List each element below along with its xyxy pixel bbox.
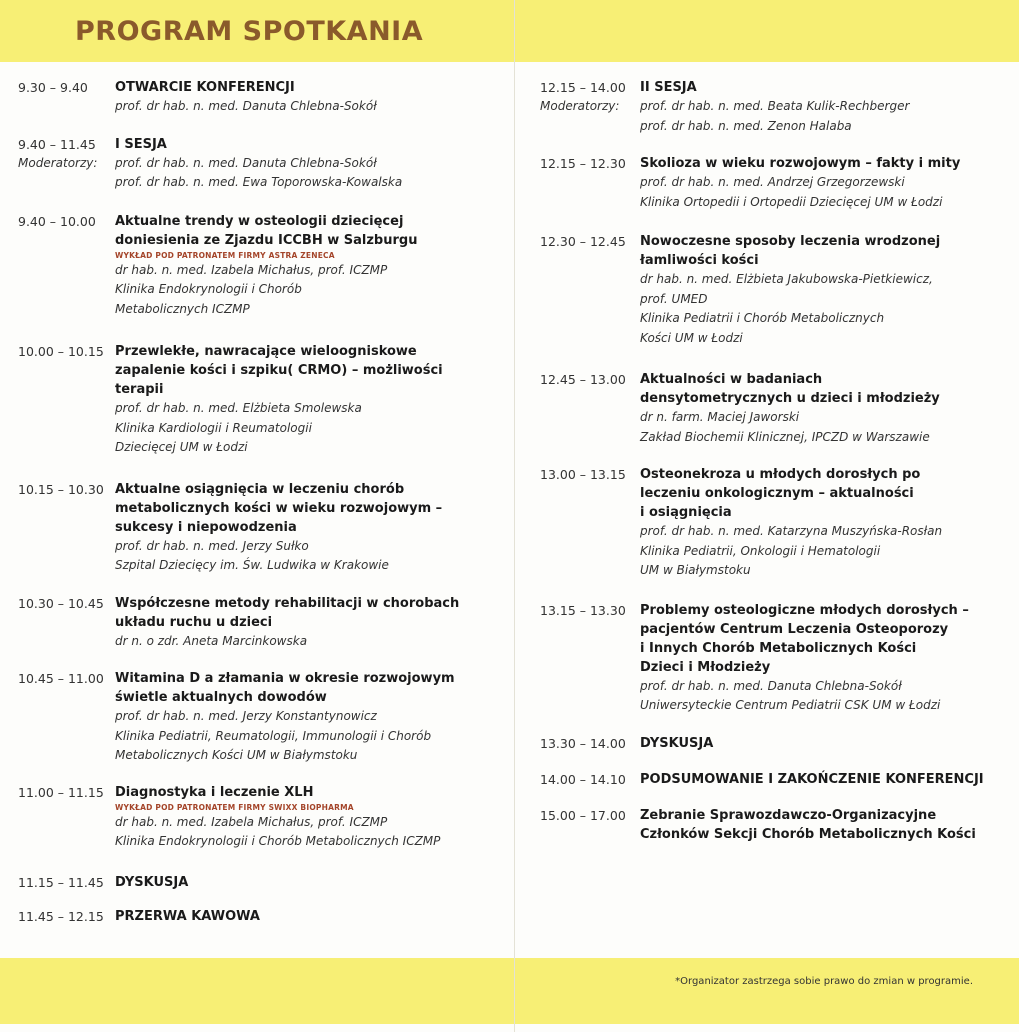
item-title-line: densytometrycznych u dzieci i młodzieży (640, 391, 940, 406)
item-body (115, 342, 498, 458)
item-time (540, 370, 640, 447)
time-range: 13.30 – 14.00 (540, 735, 626, 751)
item-detail-line: dr hab. n. med. Izabela Michałus, prof. ICZMP (115, 814, 388, 829)
item-title-line: PRZERWA KAWOWA (115, 908, 260, 924)
item-time (18, 783, 115, 852)
item-title-line: Zebranie Sprawozdawczo-Organizacyjne (640, 807, 937, 823)
footer-band (0, 958, 1019, 1024)
time-range: 14.00 – 14.10 (540, 771, 626, 787)
item-title-line: DYSKUSJA (640, 735, 714, 751)
item-title-line: Skolioza w wieku rozwojowym – fakty i mity (640, 156, 961, 171)
item-body (640, 806, 1010, 844)
item-title-line: i Innych Chorób Metabolicznych Kości (640, 640, 917, 656)
item-body (115, 135, 498, 193)
item-detail-line: dr hab. n. med. Izabela Michałus, prof. ICZMP (115, 262, 388, 277)
item-detail-line: Uniwersyteckie Centrum Pediatrii CSK UM w Łodzi (640, 698, 941, 712)
item-title-line: leczeniu onkologicznym – aktualności (640, 486, 914, 501)
item-time (540, 154, 640, 212)
program-item (18, 78, 498, 117)
program-item (540, 806, 1010, 844)
time-range: 12.30 – 12.45 (540, 234, 626, 249)
time-range: 10.30 – 10.45 (18, 595, 104, 611)
item-title-line: i osiągnięcia (640, 505, 732, 520)
item-detail-line: prof. dr hab. n. med. Zenon Halaba (640, 118, 852, 133)
time-range: 12.45 – 13.00 (540, 372, 626, 387)
program-item (18, 212, 498, 320)
item-body (115, 480, 498, 576)
item-body (115, 594, 498, 652)
page-fold (514, 0, 515, 1032)
sponsor-note: WYKŁAD POD PATRONATEM FIRMY ASTRA ZENECA (115, 250, 335, 260)
time-range: 11.45 – 12.15 (18, 908, 104, 924)
program-item (540, 770, 1010, 789)
item-time (540, 78, 640, 136)
item-body (640, 601, 1010, 716)
item-detail-line: Metabolicznych Kości UM w Białymstoku (115, 748, 358, 762)
item-body (115, 78, 498, 117)
item-title-line: sukcesy i niepowodzenia (115, 519, 297, 535)
program-item (18, 873, 498, 892)
item-detail-line: dr n. o zdr. Aneta Marcinkowska (115, 633, 308, 648)
item-title-line: OTWARCIE KONFERENCJI (115, 80, 295, 95)
page-title: PROGRAM SPOTKANIA (75, 16, 424, 47)
item-title-line: Członków Sekcji Chorób Metabolicznych Kości (640, 826, 976, 842)
item-detail-line: prof. dr hab. n. med. Danuta Chlebna-Sokół (115, 99, 377, 113)
item-time (18, 669, 115, 766)
item-body (115, 873, 498, 892)
item-detail-line: prof. dr hab. n. med. Katarzyna Muszyńska-Rosłan (640, 524, 943, 538)
item-detail-line: prof. dr hab. n. med. Beata Kulik-Rechberger (640, 99, 910, 113)
program-item (18, 480, 498, 576)
time-range: 10.45 – 11.00 (18, 671, 104, 686)
item-detail-line: Zakład Biochemii Klinicznej, IPCZD w Warszawie (640, 429, 930, 444)
item-time (18, 480, 115, 576)
program-item (540, 78, 1010, 136)
item-title-line: Nowoczesne sposoby leczenia wrodzonej (640, 234, 941, 249)
item-detail-line: Klinika Endokrynologii i Chorób Metabolicznych ICZMP (115, 834, 441, 848)
item-time (18, 78, 115, 117)
item-title-line: DYSKUSJA (115, 874, 189, 890)
time-range: 13.15 – 13.30 (540, 602, 626, 618)
item-time (18, 212, 115, 320)
item-detail-line: Klinika Endokrynologii i Chorób (115, 282, 302, 296)
item-title-line: Współczesne metody rehabilitacji w chorobach (115, 595, 460, 611)
program-item (18, 342, 498, 458)
item-time (18, 907, 115, 926)
item-title-line: Aktualności w badaniach (640, 372, 823, 387)
item-title-line: Diagnostyka i leczenie XLH (115, 784, 314, 800)
item-time (18, 594, 115, 652)
item-title-line: Przewlekłe, nawracające wieloogniskowe (115, 344, 417, 359)
footnote: *Organizator zastrzega sobie prawo do zmian w programie. (675, 976, 973, 987)
item-detail-line: prof. dr hab. n. med. Danuta Chlebna-Sokół (115, 155, 377, 170)
item-detail-line: prof. UMED (640, 291, 708, 306)
item-time (540, 232, 640, 348)
time-range: 10.15 – 10.30 (18, 481, 104, 497)
item-time (540, 806, 640, 844)
time-range: 10.00 – 10.15 (18, 344, 104, 359)
item-time (540, 770, 640, 789)
program-item (18, 594, 498, 652)
item-title-line: Osteonekroza u młodych dorosłych po (640, 467, 921, 482)
item-detail-line: Kości UM w Łodzi (640, 330, 743, 345)
program-item (540, 154, 1010, 212)
item-time (540, 601, 640, 716)
item-title-line: Aktualne trendy w osteologii dziecięcej (115, 213, 404, 229)
program-item (18, 135, 498, 193)
item-body (640, 370, 1010, 447)
item-body (640, 154, 1010, 212)
item-title-line: I SESJA (115, 136, 167, 152)
program-item (540, 465, 1010, 581)
item-body (115, 669, 498, 766)
program-item (540, 601, 1010, 716)
moderators-label: Moderatorzy: (540, 99, 620, 113)
item-body (115, 783, 498, 852)
item-title-line: terapii (115, 382, 164, 397)
time-range: 15.00 – 17.00 (540, 807, 626, 823)
item-title-line: świetle aktualnych dowodów (115, 690, 327, 705)
time-range: 9.40 – 10.00 (18, 213, 96, 229)
item-detail-line: Klinika Ortopedii i Ortopedii Dziecięcej UM w Łodzi (640, 194, 943, 209)
item-title-line: II SESJA (640, 80, 697, 95)
item-title-line: Dzieci i Młodzieży (640, 659, 771, 675)
item-body (115, 212, 498, 320)
moderators-label: Moderatorzy: (18, 155, 98, 170)
item-detail-line: Szpital Dziecięcy im. Św. Ludwika w Krakowie (115, 558, 389, 572)
program-item (18, 669, 498, 766)
item-title-line: Witamina D a złamania w okresie rozwojowym (115, 671, 455, 686)
program-item (540, 370, 1010, 447)
program-item (18, 783, 498, 852)
item-detail-line: Klinika Pediatrii i Chorób Metabolicznych (640, 311, 885, 325)
time-range: 9.40 – 11.45 (18, 136, 96, 152)
item-body (640, 465, 1010, 581)
time-range: 12.15 – 14.00 (540, 80, 626, 95)
item-title-line: Aktualne osiągnięcia w leczeniu chorób (115, 481, 405, 497)
item-detail-line: prof. dr hab. n. med. Jerzy Sułko (115, 538, 309, 553)
item-time (540, 734, 640, 753)
item-detail-line: prof. dr hab. n. med. Danuta Chlebna-Sokół (640, 678, 902, 693)
time-range: 13.00 – 13.15 (540, 467, 626, 482)
item-time (18, 342, 115, 458)
item-detail-line: Klinika Pediatrii, Reumatologii, Immunologii i Chorób (115, 728, 432, 743)
item-detail-line: Dziecięcej UM w Łodzi (115, 440, 248, 454)
time-range: 11.15 – 11.45 (18, 874, 104, 890)
item-body (640, 232, 1010, 348)
program-item (540, 734, 1010, 753)
item-detail-line: prof. dr hab. n. med. Ewa Toporowska-Kowalska (115, 175, 403, 189)
program-item (18, 907, 498, 926)
item-detail-line: Klinika Pediatrii, Onkologii i Hematologii (640, 543, 881, 558)
left-column (18, 78, 498, 926)
program-item (540, 232, 1010, 348)
item-time (18, 135, 115, 193)
item-time (18, 873, 115, 892)
item-body (640, 770, 1010, 789)
time-range: 11.00 – 11.15 (18, 784, 104, 800)
item-title-line: metabolicznych kości w wieku rozwojowym – (115, 500, 443, 516)
item-title-line: łamliwości kości (640, 253, 759, 268)
item-title-line: układu ruchu u dzieci (115, 614, 273, 630)
item-detail-line: dr hab. n. med. Elżbieta Jakubowska-Pietkiewicz, (640, 272, 933, 286)
item-detail-line: prof. dr hab. n. med. Jerzy Konstantynowicz (115, 709, 377, 723)
item-detail-line: prof. dr hab. n. med. Andrzej Grzegorzewski (640, 175, 905, 189)
item-detail-line: Klinika Kardiologii i Reumatologii (115, 420, 312, 435)
item-title-line: doniesienia ze Zjazdu ICCBH w Salzburgu (115, 232, 418, 248)
item-title-line: pacjentów Centrum Leczenia Osteoporozy (640, 621, 949, 637)
item-detail-line: UM w Białymstoku (640, 563, 751, 577)
item-body (640, 734, 1010, 753)
item-title-line: Problemy osteologiczne młodych dorosłych – (640, 602, 969, 618)
item-time (540, 465, 640, 581)
time-range: 12.15 – 12.30 (540, 156, 626, 171)
item-body (115, 907, 498, 926)
item-detail-line: Metabolicznych ICZMP (115, 301, 250, 316)
sponsor-note: WYKŁAD POD PATRONATEM FIRMY SWIXX BIOPHARMA (115, 802, 354, 812)
item-title-line: PODSUMOWANIE I ZAKOŃCZENIE KONFERENCJI (640, 771, 984, 787)
item-body (640, 78, 1010, 136)
time-range: 9.30 – 9.40 (18, 80, 88, 95)
item-detail-line: dr n. farm. Maciej Jaworski (640, 410, 800, 424)
item-title-line: zapalenie kości i szpiku( CRMO) – możliwości (115, 363, 443, 378)
item-detail-line: prof. dr hab. n. med. Elżbieta Smolewska (115, 401, 362, 415)
right-column (540, 78, 1010, 844)
